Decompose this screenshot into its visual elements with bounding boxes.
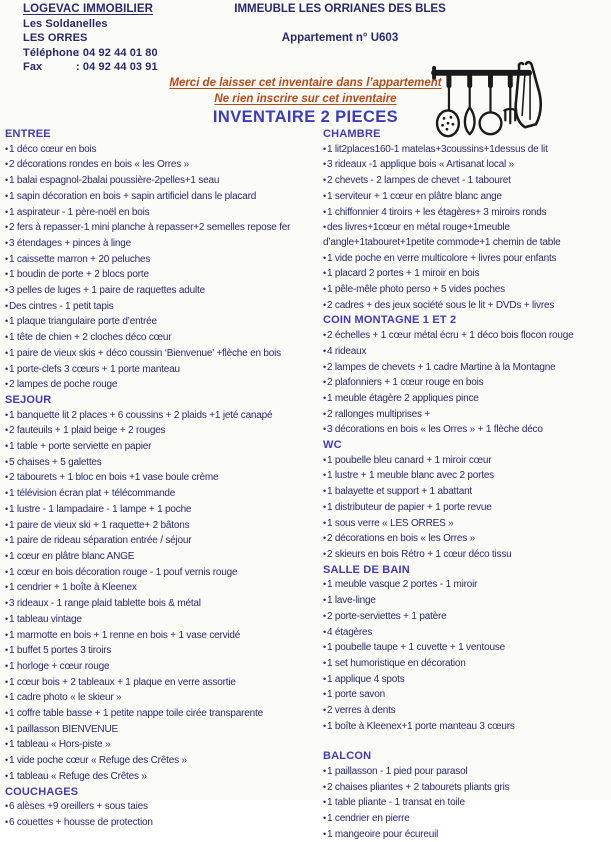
bullet-marker: •	[5, 582, 8, 593]
agency-phone	[23, 46, 158, 61]
bullet-marker: •	[5, 143, 8, 154]
bullet-marker: •	[5, 363, 8, 374]
column-right	[323, 127, 611, 842]
inventory-item	[323, 407, 611, 423]
item-text: 1 paillasson BIENVENUE	[8, 723, 118, 735]
section-entree	[5, 127, 313, 393]
item-text: 1 caissette marron + 20 peluches	[8, 253, 151, 265]
bullet-marker: •	[5, 300, 8, 311]
item-text: 1 banquette lit 2 places + 6 coussins + 2 plaids +1 jeté canapé	[8, 409, 273, 421]
bullet-marker: •	[5, 723, 8, 734]
item-text: 2 fers à repasser-1 mini planche à repasser+2 semelles repose fer	[8, 222, 291, 234]
inventory-item	[5, 706, 313, 722]
section-heading: WC	[323, 439, 342, 452]
item-text: 2 lampes de chevets + 1 cadre Martine à la Montagne	[326, 361, 556, 373]
inventory-item	[323, 142, 611, 158]
bullet-marker: •	[5, 519, 8, 530]
agency-city: LES ORRES	[23, 32, 88, 45]
item-text: 2 verres à dents	[326, 705, 396, 717]
bullet-marker: •	[323, 642, 326, 653]
inventory-columns	[5, 127, 606, 842]
bullet-marker: •	[323, 517, 326, 528]
inventory-item	[5, 753, 313, 769]
inventory-item	[5, 486, 313, 502]
bullet-marker: •	[323, 330, 326, 341]
bullet-marker: •	[323, 454, 326, 465]
item-text: 1 paillasson - 1 pied pour parasol	[326, 765, 468, 777]
inventory-item	[323, 609, 611, 625]
inventory-item	[5, 659, 313, 675]
agency-name: LOGEVAC IMMOBILIER	[23, 3, 154, 15]
item-text: 1 balai espagnol-2balai poussière-2pelles+1 seau	[8, 175, 220, 187]
notice-line-1: Merci de laisser cet inventaire dans l’appartement	[169, 77, 442, 89]
section-chambre	[323, 127, 611, 313]
item-text: 1 table + porte serviette en papier	[8, 441, 152, 453]
inventory-item	[323, 468, 611, 484]
building-name: IMMEUBLE LES ORRIANES DES BLES	[234, 3, 446, 15]
item-text: 1 pêle-mêle photo perso + 5 vides poches	[326, 284, 505, 296]
item-text: 1 table pliante - 1 transat en toile	[326, 797, 465, 809]
inventory-item	[5, 314, 313, 330]
inventory-item	[5, 330, 313, 346]
item-text: 2 cadres + des jeux société sous le lit + DVDs + livres	[326, 299, 555, 311]
bullet-marker: •	[323, 626, 326, 637]
inventory-item	[323, 453, 611, 469]
item-text: 2 échelles + 1 cœur métal écru + 1 déco bois flocon rouge	[326, 330, 574, 342]
bullet-marker: •	[5, 692, 8, 703]
item-text: 1 déco cœur en bois	[8, 143, 97, 155]
inventory-item	[5, 470, 313, 486]
section-wc	[323, 438, 611, 563]
section-salle-de-bain	[323, 563, 611, 735]
inventory-item	[5, 643, 313, 659]
section-heading: COUCHAGES	[5, 785, 79, 798]
bullet-marker: •	[5, 598, 8, 609]
bullet-marker: •	[5, 660, 8, 671]
bullet-marker: •	[323, 424, 326, 435]
item-text: 1 lit2places160-1 matelas+3coussins+1dessus de lit	[326, 143, 548, 155]
inventory-item	[5, 799, 313, 815]
inventory-item	[323, 625, 611, 641]
inventory-item	[5, 565, 313, 581]
section-heading: BALCON	[323, 750, 372, 763]
inventory-item	[323, 547, 611, 563]
bullet-marker: •	[5, 441, 8, 452]
bullet-marker: •	[5, 206, 8, 217]
agency-fax	[23, 60, 158, 75]
item-text: 1 tableau « Refuge des Crêtes »	[8, 770, 147, 782]
phone-number: : 04 92 44 01 80	[76, 46, 158, 59]
inventory-item	[5, 722, 313, 738]
bullet-marker: •	[323, 190, 326, 201]
inventory-item	[323, 220, 611, 250]
inventory-item	[323, 672, 611, 688]
bullet-marker: •	[5, 739, 8, 750]
bullet-marker: •	[5, 347, 8, 358]
inventory-item	[323, 577, 611, 593]
inventory-item	[5, 628, 313, 644]
item-text: 2 rallonges multiprises +	[326, 408, 431, 420]
bullet-marker: •	[323, 595, 326, 606]
inventory-item	[323, 516, 611, 532]
item-text: 1 sapin décoration en bois + sapin artificiel dans le placard	[8, 190, 257, 202]
item-text: 1 buffet 5 portes 3 tiroirs	[8, 645, 112, 657]
section-heading: SEJOUR	[5, 393, 52, 406]
item-text: 1 meuble vasque 2 portes - 1 miroir	[326, 579, 478, 591]
inventory-item	[323, 205, 611, 221]
item-text: 2 lampes de poche rouge	[8, 379, 118, 391]
bullet-marker: •	[323, 361, 326, 372]
section-heading: CHAMBRE	[323, 128, 381, 140]
bullet-marker: •	[5, 645, 8, 656]
bullet-marker: •	[5, 409, 8, 420]
inventory-item	[323, 687, 611, 703]
notice-line-2: Ne rien inscrire sur cet inventaire	[214, 92, 397, 105]
inventory-item	[5, 612, 313, 628]
bullet-marker: •	[323, 206, 326, 217]
inventory-item	[5, 596, 313, 612]
bullet-marker: •	[5, 175, 8, 186]
bullet-marker: •	[5, 285, 8, 296]
inventory-item	[323, 593, 611, 609]
inventory-item	[323, 795, 611, 811]
column-left	[5, 127, 313, 842]
section-heading: ENTREE	[5, 128, 51, 140]
bullet-marker: •	[5, 425, 8, 436]
bullet-marker: •	[323, 548, 326, 559]
inventory-item	[5, 675, 313, 691]
notice-block	[0, 76, 611, 127]
inventory-item	[323, 391, 611, 407]
item-text: 1 mangeoire pour écureuil	[326, 828, 439, 840]
item-text: 1 aspirateur - 1 père-noël en bois	[8, 206, 150, 218]
inventory-item	[323, 656, 611, 672]
bullet-marker: •	[5, 566, 8, 577]
item-text: 1 porte-clefs 3 cœurs + 1 porte manteau	[8, 363, 180, 375]
item-text: 1 vide poche en verre multicolore + livres pour enfants	[326, 252, 557, 264]
item-text: 1 poubelle bleu canard + 1 miroir cœur	[326, 454, 492, 466]
item-text: 1 cadre photo « le skieur »	[8, 692, 122, 704]
section-coin-montagne-1-et-2	[323, 313, 611, 438]
bullet-marker: •	[323, 299, 326, 310]
item-text: 1 cœur bois + 2 tableaux + 1 plaque en verre assortie	[8, 676, 236, 688]
bullet-marker: •	[5, 503, 8, 514]
inventory-item	[323, 719, 611, 735]
building-block	[233, 2, 447, 45]
item-text: 2 décorations rondes en bois « les Orres »	[8, 159, 189, 171]
item-text: 5 chaises + 5 galettes	[8, 456, 102, 468]
bullet-marker: •	[323, 143, 326, 154]
inventory-item	[323, 360, 611, 376]
agency-block	[23, 2, 158, 75]
item-text: 3 décorations en bois « les Orres » + 1 flèche déco	[326, 424, 543, 436]
item-text: 1 sous verre « LES ORRES »	[326, 517, 454, 529]
inventory-item	[5, 502, 313, 518]
inventory-item	[5, 408, 313, 424]
bullet-marker: •	[323, 828, 326, 839]
inventory-item	[5, 533, 313, 549]
bullet-marker: •	[5, 316, 8, 327]
item-text: 2 chevets - 2 lampes de chevet - 1 tabouret	[326, 175, 511, 187]
inventory-item	[323, 251, 611, 267]
bullet-marker: •	[323, 377, 326, 388]
item-text: 1 set humoristique en décoration	[326, 657, 466, 669]
bullet-marker: •	[323, 268, 326, 279]
phone-label: Téléphone	[23, 46, 79, 59]
inventory-item	[5, 455, 313, 471]
inventory-item	[5, 205, 313, 221]
bullet-marker: •	[323, 175, 326, 186]
inventory-item	[5, 283, 313, 299]
item-text: 1 boudin de porte + 2 blocs porte	[8, 269, 149, 281]
bullet-marker: •	[5, 472, 8, 483]
item-text: 1 poubelle taupe + 1 cuvette + 1 ventouse	[326, 642, 506, 654]
item-text: 1 placard 2 portes + 1 miroir en bois	[326, 268, 480, 280]
bullet-marker: •	[5, 269, 8, 280]
bullet-marker: •	[5, 770, 8, 781]
bullet-marker: •	[323, 470, 326, 481]
item-text: 4 étagères	[326, 626, 373, 638]
bullet-marker: •	[323, 765, 326, 776]
bullet-marker: •	[323, 673, 326, 684]
bullet-marker: •	[323, 408, 326, 419]
item-text: 1 balayette et support + 1 abattant	[326, 486, 473, 498]
inventory-item	[5, 362, 313, 378]
item-text: Des cintres - 1 petit tapis	[8, 300, 114, 312]
item-text: 1 porte savon	[326, 689, 385, 701]
inventory-item	[323, 780, 611, 796]
inventory-item	[5, 299, 313, 315]
apartment-number: Appartement n° U603	[281, 32, 399, 44]
inventory-item	[5, 157, 313, 173]
bullet-marker: •	[323, 533, 326, 544]
item-text: 1 paire de vieux skis + déco coussin ‘Bienvenue’ +flèche en bois	[8, 347, 281, 359]
bullet-marker: •	[5, 159, 8, 170]
item-text: 2 porte-serviettes + 1 patère	[326, 610, 447, 622]
bullet-marker: •	[323, 657, 326, 668]
inventory-item	[323, 531, 611, 547]
inventory-item	[5, 690, 313, 706]
bullet-marker: •	[323, 284, 326, 295]
inventory-item	[323, 640, 611, 656]
bullet-marker: •	[5, 488, 8, 499]
item-text: 2 chaises pliantes + 2 tabourets pliants gris	[326, 781, 510, 793]
document-title: INVENTAIRE 2 PIECES	[212, 108, 399, 126]
section-couchages	[5, 785, 313, 831]
bullet-marker: •	[323, 720, 326, 731]
inventory-item	[5, 142, 313, 158]
item-text: 1 distributeur de papier + 1 porte revue	[326, 501, 492, 513]
inventory-item	[5, 815, 313, 831]
inventory-item	[323, 811, 611, 827]
inventory-item	[5, 252, 313, 268]
item-text: 1 cœur en plâtre blanc ANGE	[8, 550, 135, 562]
item-text: 1 chiffonnier 4 tiroirs + les étagères+ 3 miroirs ronds	[326, 206, 547, 218]
inventory-item	[5, 580, 313, 596]
item-text: des livres+1cœur en métal rouge+1meuble d’angle+1tabouret+1petite commode+1 chemin de table	[323, 222, 561, 248]
inventory-item	[323, 189, 611, 205]
item-text: 1 applique 4 spots	[326, 673, 405, 685]
item-text: 1 vide poche cœur « Refuge des Crêtes »	[8, 755, 187, 767]
bullet-marker: •	[5, 190, 8, 201]
bullet-marker: •	[5, 222, 8, 233]
inventory-item	[5, 236, 313, 252]
inventory-item	[5, 737, 313, 753]
bullet-marker: •	[323, 579, 326, 590]
inventory-item	[323, 344, 611, 360]
bullet-marker: •	[5, 629, 8, 640]
inventory-item	[5, 173, 313, 189]
bullet-marker: •	[5, 237, 8, 248]
bullet-marker: •	[5, 816, 8, 827]
item-text: 1 boîte à Kleenex+1 porte manteau 3 cœurs	[326, 720, 515, 732]
inventory-item	[323, 500, 611, 516]
inventory-item	[323, 422, 611, 438]
inventory-item	[323, 282, 611, 298]
inventory-item	[5, 377, 313, 393]
section-balcon	[323, 749, 611, 842]
bullet-marker: •	[323, 392, 326, 403]
bullet-marker: •	[323, 781, 326, 792]
inventory-item	[5, 346, 313, 362]
item-text: 3 étendages + pinces à linge	[8, 237, 131, 249]
inventory-item	[323, 764, 611, 780]
bullet-marker: •	[323, 159, 326, 170]
item-text: 3 rideaux -1 applique bois « Artisanat local »	[326, 159, 514, 171]
inventory-item	[323, 298, 611, 314]
bullet-marker: •	[323, 705, 326, 716]
item-text: 1 coffre table basse + 1 petite nappe toile cirée transparente	[8, 708, 263, 720]
inventory-item	[5, 423, 313, 439]
inventory-item	[5, 189, 313, 205]
item-text: 2 tabourets + 1 bloc en bois +1 vase boule crème	[8, 472, 219, 484]
inventory-item	[5, 549, 313, 565]
item-text: 3 pelles de luges + 1 paire de raquettes adulte	[8, 285, 205, 297]
item-text: 1 lustre - 1 lampadaire - 1 lampe + 1 poche	[8, 503, 192, 515]
bullet-marker: •	[323, 797, 326, 808]
inventory-item	[5, 769, 313, 785]
item-text: 1 cendrier + 1 boîte à Kleenex	[8, 582, 137, 594]
inventory-item	[323, 157, 611, 173]
bullet-marker: •	[323, 689, 326, 700]
item-text: 6 alèses +9 oreillers + sous taies	[8, 801, 148, 813]
item-text: 1 cœur en bois décoration rouge - 1 pouf vernis rouge	[8, 566, 238, 578]
item-text: 1 télévision écran plat + télécommande	[8, 488, 176, 500]
bullet-marker: •	[323, 222, 326, 233]
bullet-marker: •	[5, 676, 8, 687]
fax-label: Fax	[23, 61, 43, 74]
item-text: 1 paire de vieux ski + 1 raquette+ 2 bâtons	[8, 519, 190, 531]
inventory-item	[323, 266, 611, 282]
inventory-item	[323, 173, 611, 189]
item-text: 1 serviteur + 1 cœur en plâtre blanc ange	[326, 190, 502, 202]
bullet-marker: •	[323, 501, 326, 512]
item-text: 3 rideaux - 1 range plaid tablette bois & métal	[8, 598, 201, 610]
item-text: 1 paire de rideau séparation entrée / séjour	[8, 535, 192, 547]
item-text: 1 tête de chien + 2 cloches déco cœur	[8, 332, 172, 344]
bullet-marker: •	[5, 550, 8, 561]
bullet-marker: •	[5, 535, 8, 546]
inventory-item	[5, 518, 313, 534]
bullet-marker: •	[5, 613, 8, 624]
bullet-marker: •	[5, 708, 8, 719]
item-text: 1 plaque triangulaire porte d’entrée	[8, 316, 157, 328]
item-text: 1 cendrier en pierre	[326, 812, 410, 824]
bullet-marker: •	[5, 253, 8, 264]
item-text: 1 marmotte en bois + 1 renne en bois + 1 vase cervidé	[8, 629, 241, 641]
inventory-item	[5, 439, 313, 455]
fax-number: : 04 92 44 03 91	[76, 61, 158, 74]
bullet-marker: •	[323, 345, 326, 356]
item-text: 1 lustre + 1 meuble blanc avec 2 portes	[326, 470, 494, 482]
inventory-item	[323, 375, 611, 391]
inventory-item	[5, 220, 313, 236]
inventory-item	[323, 827, 611, 842]
inventory-item	[5, 267, 313, 283]
bullet-marker: •	[5, 379, 8, 390]
bullet-marker: •	[323, 812, 326, 823]
section-heading: SALLE DE BAIN	[323, 563, 410, 576]
agency-residence: Les Soldanelles	[23, 17, 108, 30]
section-sejour	[5, 393, 313, 785]
bullet-marker: •	[5, 332, 8, 343]
inventory-item	[323, 484, 611, 500]
inventory-item	[323, 703, 611, 719]
item-text: 2 décorations en bois « les Orres »	[326, 533, 476, 545]
item-text: 1 tableau « Hors-piste »	[8, 739, 111, 751]
item-text: 2 plafonniers + 1 cœur rouge en bois	[326, 377, 484, 389]
bullet-marker: •	[323, 252, 326, 263]
item-text: 2 skieurs en bois Rétro + 1 cœur déco tissu	[326, 548, 512, 560]
bullet-marker: •	[5, 801, 8, 812]
item-text: 6 couettes + housse de protection	[8, 816, 153, 828]
item-text: 1 tableau vintage	[8, 613, 82, 625]
bullet-marker: •	[323, 486, 326, 497]
bullet-marker: •	[323, 610, 326, 621]
item-text: 1 meuble étagère 2 appliques pince	[326, 392, 479, 404]
bullet-marker: •	[5, 456, 8, 467]
item-text: 1 horloge + cœur rouge	[8, 660, 110, 672]
item-text: 1 lave-linge	[326, 595, 376, 607]
section-heading: COIN MONTAGNE 1 ET 2	[323, 314, 457, 327]
inventory-item	[323, 328, 611, 344]
item-text: 2 fauteuils + 1 plaid beige + 2 rouges	[8, 425, 166, 437]
item-text: 4 rideaux	[326, 345, 367, 357]
bullet-marker: •	[5, 755, 8, 766]
